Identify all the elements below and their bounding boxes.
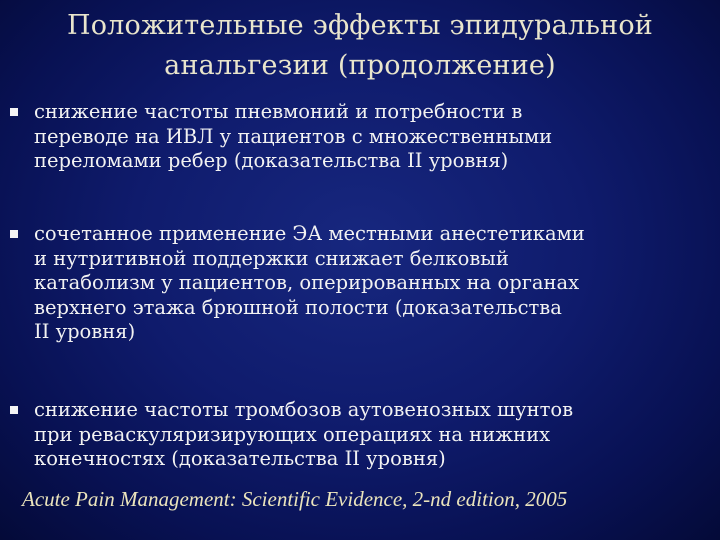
square-bullet-icon bbox=[10, 406, 18, 414]
bullet-1-line-3: переломами ребер (доказательства II уровня) bbox=[34, 149, 509, 172]
bullet-1-line-2: переводе на ИВЛ у пациентов с множественными bbox=[34, 124, 553, 148]
bullet-3-line-2: при реваскуляризирующих операциях на нижних bbox=[34, 422, 551, 446]
slide-title bbox=[20, 6, 700, 86]
bullet-1-line-1: снижение частоты пневмоний и потребности в bbox=[34, 100, 523, 123]
slide-title-line-2: анальгезии (продолжение) bbox=[164, 50, 556, 81]
bullet-2-line-4: верхнего этажа брюшной полости (доказательства bbox=[34, 295, 562, 319]
bullet-text-2 bbox=[34, 222, 708, 345]
bullet-3-line-3: конечностях (доказательства II уровня) bbox=[34, 447, 446, 470]
square-bullet-icon bbox=[10, 230, 18, 238]
square-bullet-icon bbox=[10, 108, 18, 116]
bullet-text-3 bbox=[34, 398, 708, 472]
bullet-2-line-1: сочетанное применение ЭА местными анестетиками bbox=[34, 222, 585, 245]
bullet-text-1 bbox=[34, 100, 708, 174]
bullet-2-line-5: II уровня) bbox=[34, 320, 136, 343]
bullet-2-line-2: и нутритивной поддержки снижает белковый bbox=[34, 246, 509, 270]
citation: Acute Pain Management: Scientific Evidence, 2-nd edition, 2005 bbox=[22, 487, 568, 511]
bullet-3-line-1: снижение частоты тромбозов аутовенозных шунтов bbox=[34, 398, 574, 421]
slide-title-line-1: Положительные эффекты эпидуральной bbox=[66, 10, 653, 41]
bullet-2-line-3: катаболизм у пациентов, оперированных на органах bbox=[34, 271, 580, 294]
